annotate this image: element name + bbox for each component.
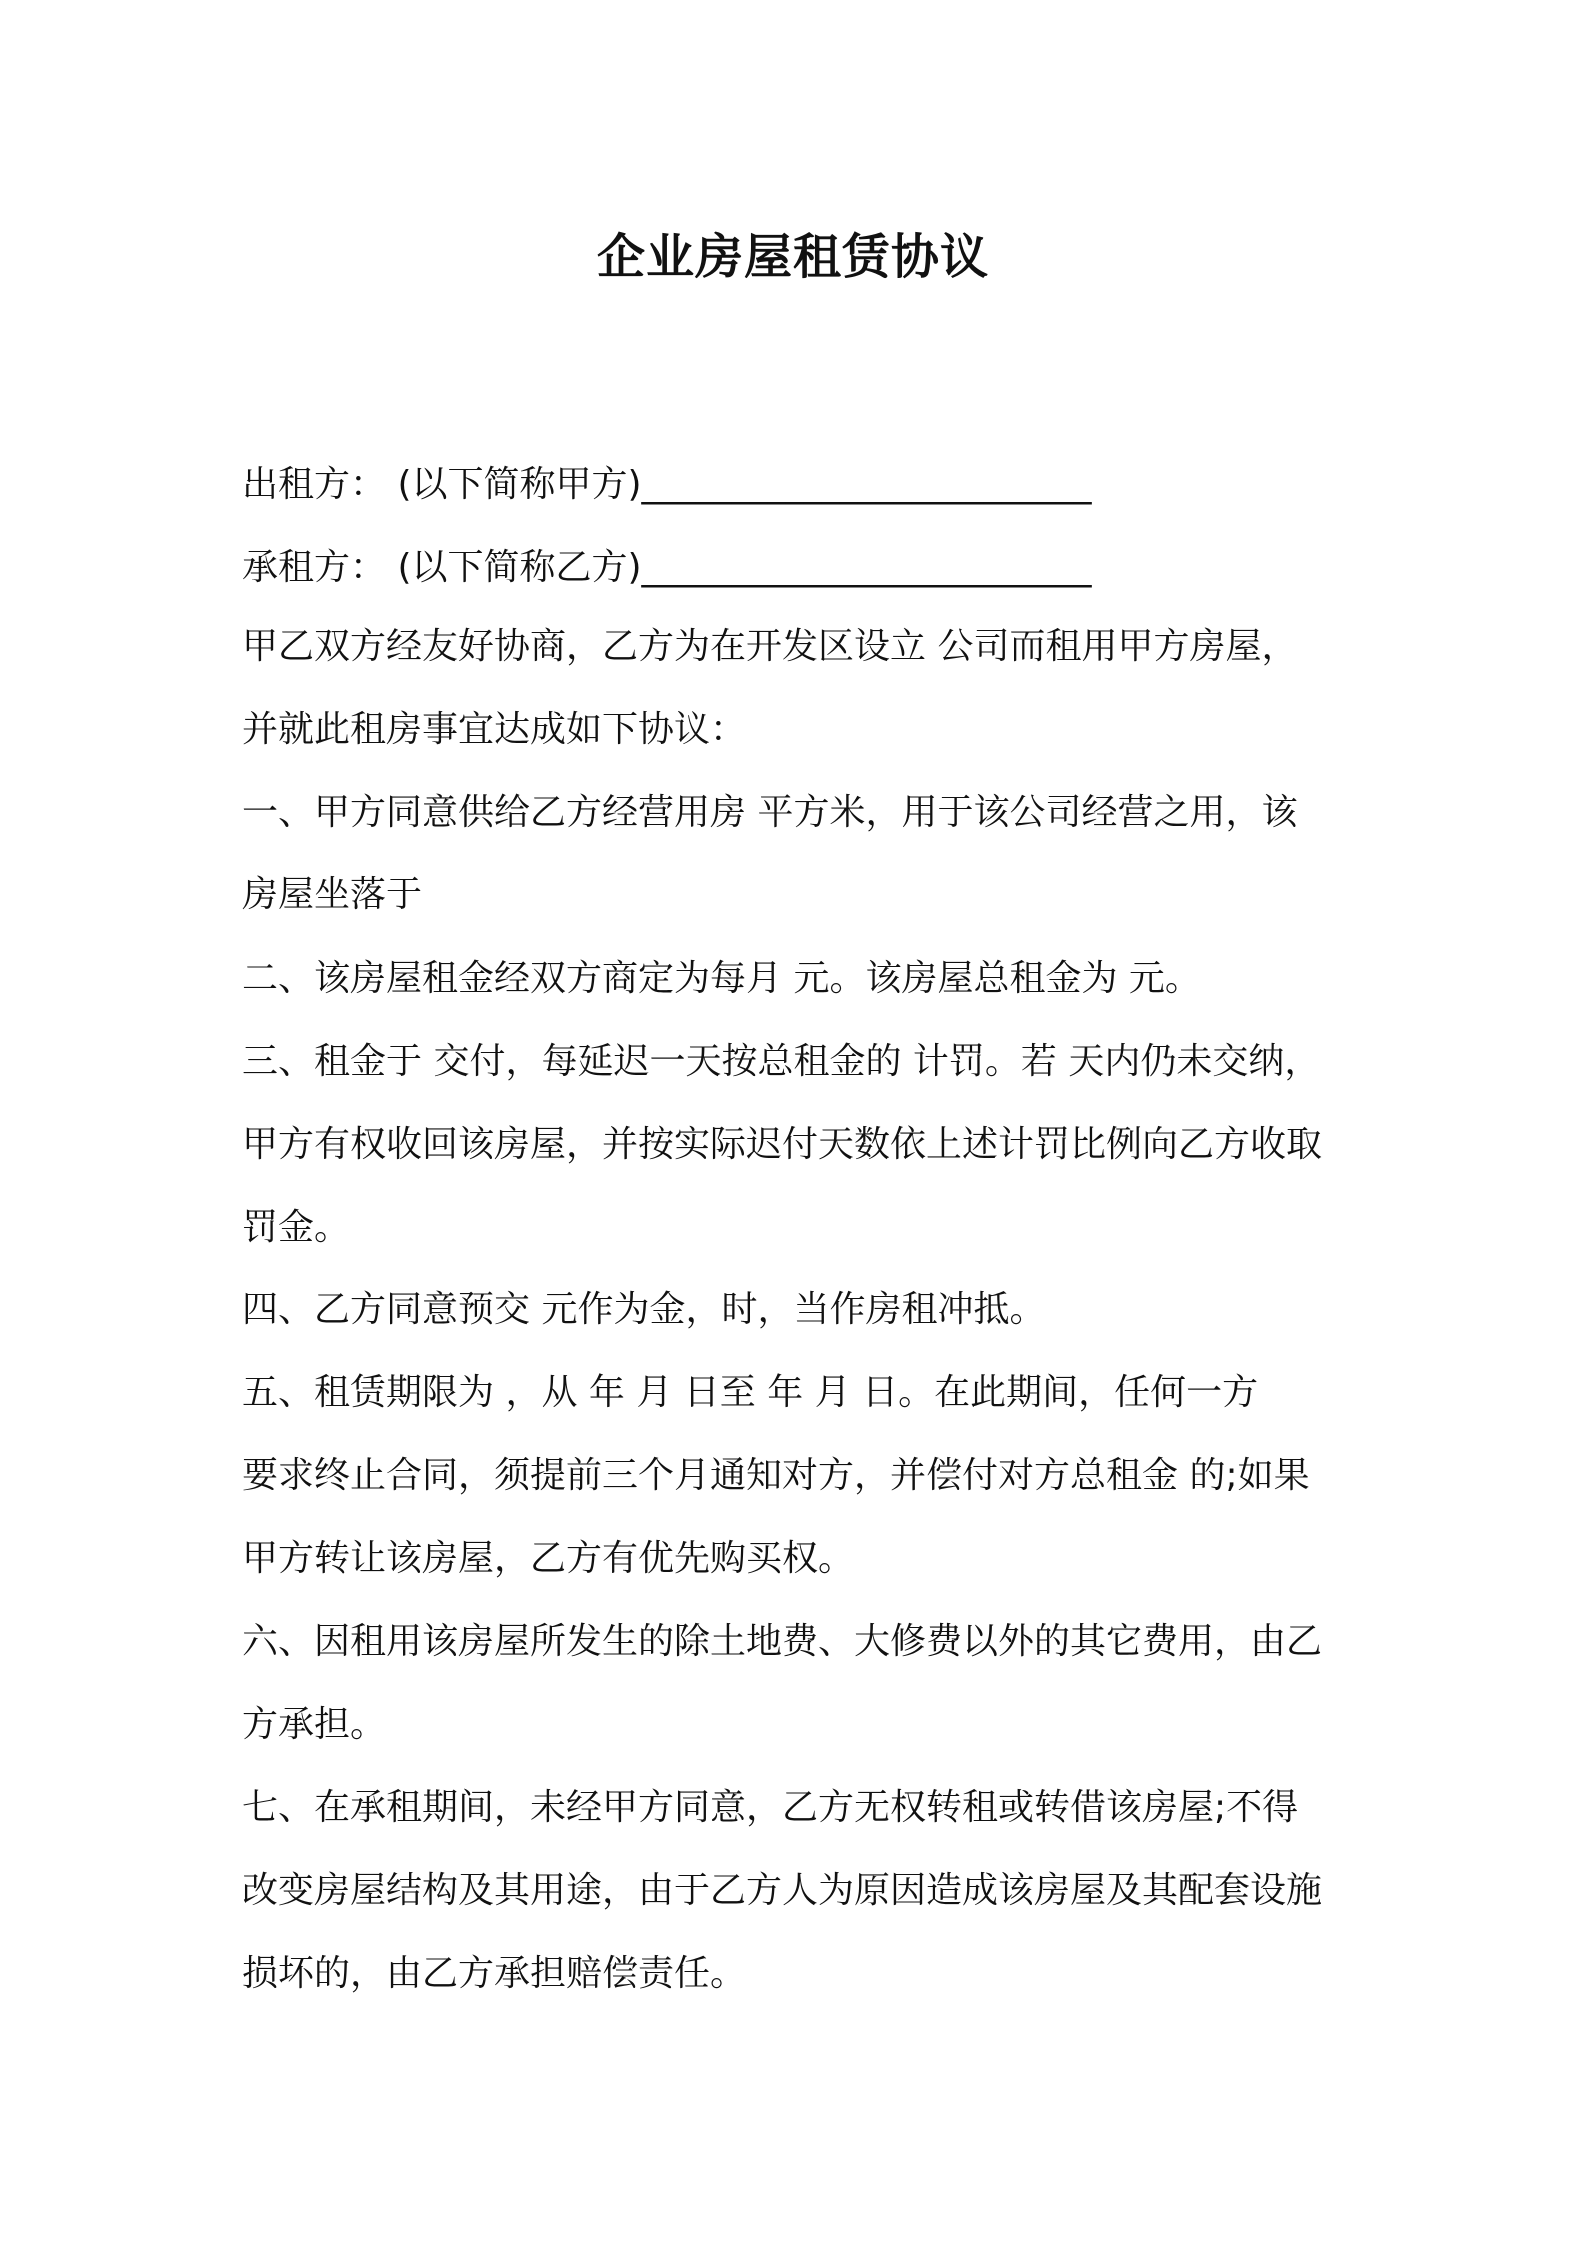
clause-3-line-3: 罚金。 [242,1207,351,1248]
clause-5-line-1: 五、租赁期限为 ，从 年 月 日至 年 月 日。在此期间，任何一方 [242,1372,1259,1413]
clause-3-line-2: 甲方有权收回该房屋，并按实际迟付天数依上述计罚比例向乙方收取 [242,1124,1323,1165]
clause-4-line-1: 四、乙方同意预交 元作为金，时，当作房租冲抵。 [242,1289,1046,1330]
clause-2-line-1: 二、该房屋租金经双方商定为每月 元。该房屋总租金为 元。 [242,958,1201,999]
lessor-line: 出租方： (以下简称甲方)_________________________ [242,464,1092,505]
intro-line-2: 并就此租房事宜达成如下协议： [242,709,747,750]
clause-7-line-3: 损坏的，由乙方承担赔偿责任。 [242,1953,747,1994]
intro-line-1: 甲乙双方经友好协商，乙方为在开发区设立 公司而租用甲方房屋， [242,626,1298,667]
clause-1-line-1: 一、甲方同意供给乙方经营用房 平方米，用于该公司经营之用，该 [242,792,1298,833]
clause-5-line-3: 甲方转让该房屋，乙方有优先购买权。 [242,1538,855,1579]
clause-7-line-1: 七、在承租期间，未经甲方同意，乙方无权转租或转借该房屋;不得 [242,1787,1299,1828]
clause-6-line-1: 六、因租用该房屋所发生的除土地费、大修费以外的其它费用，由乙 [242,1621,1323,1662]
clause-1-line-2: 房屋坐落于 [242,874,423,915]
clause-6-line-2: 方承担。 [242,1704,387,1745]
clause-7-line-2: 改变房屋结构及其用途，由于乙方人为原因造成该房屋及其配套设施 [242,1870,1323,1911]
document-title: 企业房屋租赁协议 [596,229,989,285]
lessee-line: 承租方： (以下简称乙方)_________________________ [242,547,1092,588]
clause-5-line-2: 要求终止合同，须提前三个月通知对方，并偿付对方总租金 的;如果 [242,1455,1310,1496]
clause-3-line-1: 三、租金于 交付，每延迟一天按总租金的 计罚。若 天内仍未交纳， [242,1041,1321,1082]
